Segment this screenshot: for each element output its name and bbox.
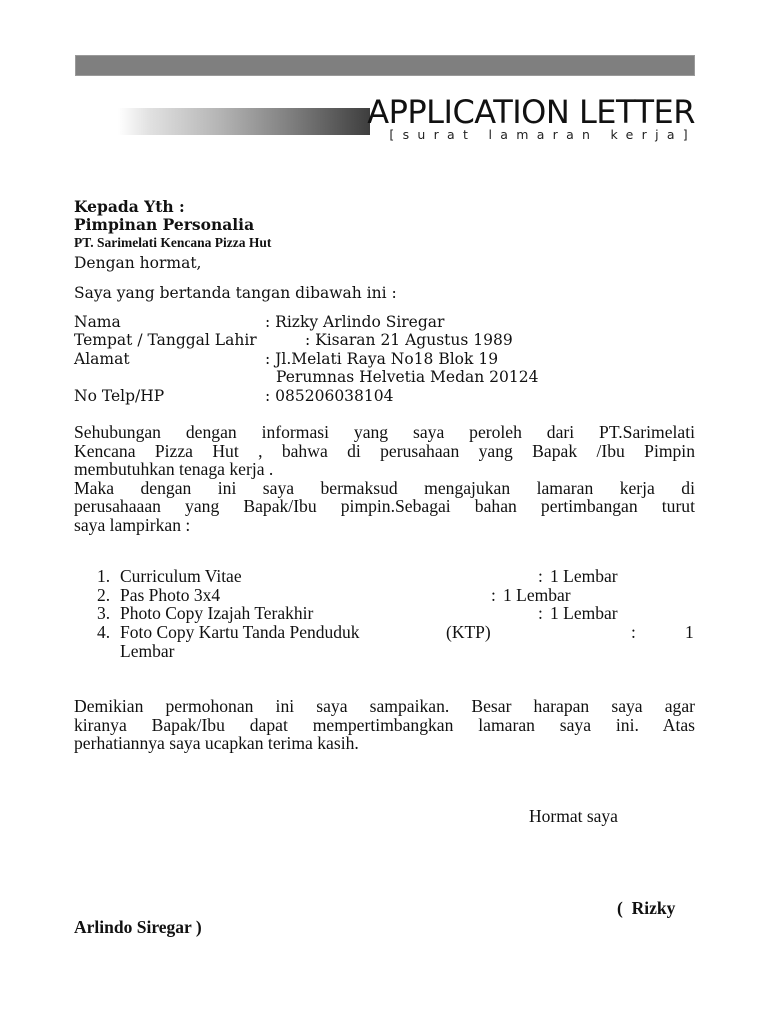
recipient-company: PT. Sarimelati Kencana Pizza Hut <box>74 235 272 250</box>
attachment-item: Photo Copy Izajah Terakhir <box>120 603 314 623</box>
attachment-colon: : <box>538 566 543 586</box>
detail-label-birth: Tempat / Tanggal Lahir <box>74 331 257 349</box>
body-line: perusahaaan yang Bapak/Ibu pimpin.Sebagai bahan pertimbangan turut <box>74 496 695 516</box>
intro-line: Saya yang bertanda tangan dibawah ini : <box>74 284 397 302</box>
attachment-colon: : <box>538 603 543 623</box>
closing-paragraph <box>74 697 695 753</box>
attachment-number: 3. <box>97 603 111 623</box>
detail-value-phone: : 085206038104 <box>265 387 394 405</box>
attachment-number: 4. <box>97 622 111 642</box>
recipient-line-2: Pimpinan Personalia <box>74 215 255 234</box>
attachment-item: Foto Copy Kartu Tanda Penduduk <box>120 622 360 642</box>
signature-name-line-2: Arlindo Siregar ) <box>74 917 202 937</box>
attachment-qty: 1 <box>685 622 694 642</box>
greeting: Dengan hormat, <box>74 254 202 272</box>
closing-line: perhatiannya saya ucapkan terima kasih. <box>74 733 359 753</box>
signature-salutation: Hormat saya <box>529 806 618 826</box>
body-line: membutuhkan tenaga kerja . <box>74 459 274 479</box>
attachment-item: Pas Photo 3x4 <box>120 585 221 605</box>
attachment-number: 2. <box>97 585 111 605</box>
body-line: Kencana Pizza Hut , bahwa di perusahaan yang Bapak /Ibu Pimpin <box>74 440 695 461</box>
attachment-extra: (KTP) <box>446 622 491 642</box>
closing-line: kiranya Bapak/Ibu dapat mempertimbangkan lamaran saya ini. Atas <box>74 714 695 735</box>
letter-title: APPLICATION LETTER <box>367 93 695 131</box>
attachment-item: Curriculum Vitae <box>120 566 242 586</box>
letter-subtitle: [surat lamaran kerja] <box>389 127 696 142</box>
attachment-qty: 1 Lembar <box>503 585 571 605</box>
detail-value-address: : Jl.Melati Raya No18 Blok 19 <box>265 350 499 368</box>
body-line: saya lampirkan : <box>74 514 191 535</box>
closing-line: Demikian permohonan ini saya sampaikan. Besar harapan saya agar <box>74 696 695 716</box>
body-paragraph <box>74 423 695 534</box>
detail-label-address: Alamat <box>74 350 130 368</box>
body-line: Maka dengan ini saya bermaksud mengajukan lamaran kerja di <box>74 477 695 498</box>
attachment-qty: 1 Lembar <box>550 603 618 623</box>
signature-name-line-1: ( Rizky <box>617 898 676 918</box>
header-top-bar <box>75 55 695 76</box>
attachment-qty: 1 Lembar <box>550 566 618 586</box>
attachment-number: 1. <box>97 566 111 586</box>
recipient-line-1: Kepada Yth : <box>74 197 185 216</box>
header-gradient-bar <box>118 108 370 135</box>
detail-value-birth: : Kisaran 21 Agustus 1989 <box>305 331 513 349</box>
attachment-colon: : <box>491 585 496 605</box>
attachment-qty-wrap: Lembar <box>120 641 175 661</box>
body-line: Sehubungan dengan informasi yang saya peroleh dari PT.Sarimelati <box>74 422 695 442</box>
detail-value-address-2: Perumnas Helvetia Medan 20124 <box>276 368 539 386</box>
attachment-colon: : <box>631 622 636 642</box>
detail-label-phone: No Telp/HP <box>74 387 165 405</box>
detail-value-name: : Rizky Arlindo Siregar <box>265 313 445 331</box>
detail-label-name: Nama <box>74 313 121 331</box>
